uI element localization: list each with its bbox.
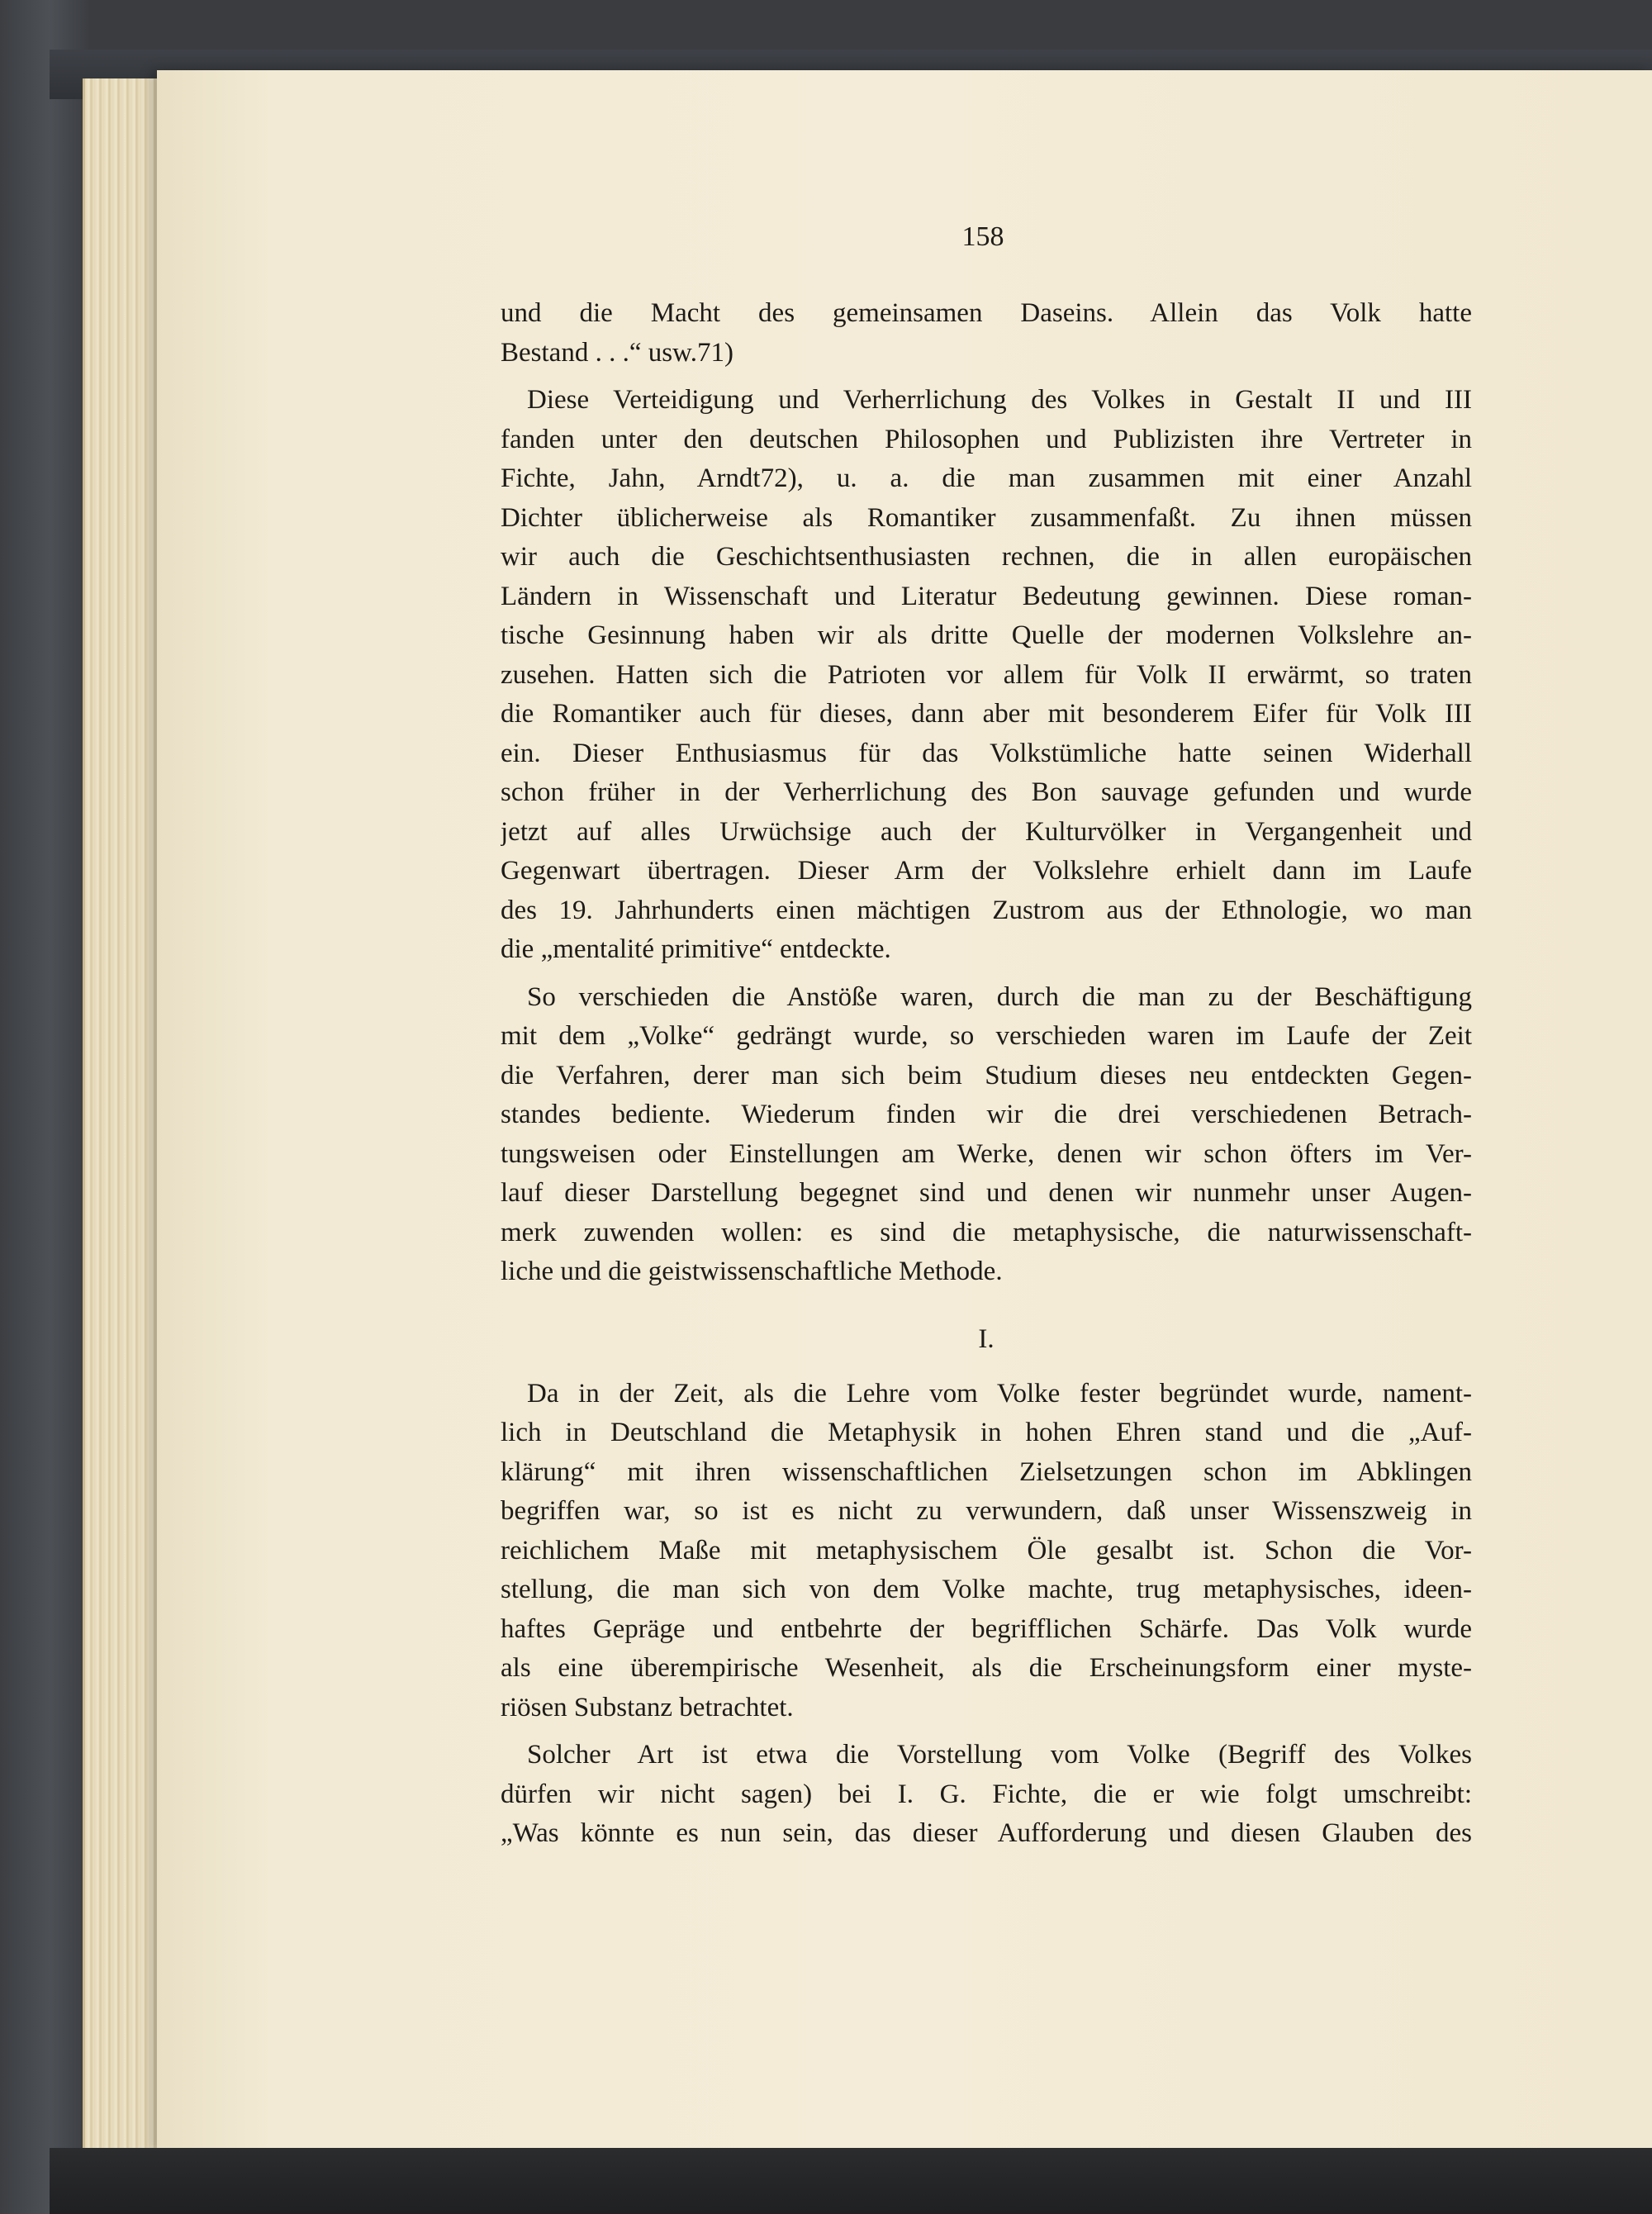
text-line: dürfen wir nicht sagen) bei I. G. Fichte, die er wie folgt umschreibt: xyxy=(501,1779,1472,1809)
page-number: 158 xyxy=(961,221,1004,252)
text-line: merk zuwenden wollen: es sind die metaphysische, die naturwissenschaft- xyxy=(501,1217,1472,1247)
text-line: Dichter üblicherweise als Romantiker zusammenfaßt. Zu ihnen müssen xyxy=(501,502,1472,533)
text-line: als eine überempirische Wesenheit, als die Erscheinungsform einer myste- xyxy=(501,1653,1472,1683)
text-line: standes bediente. Wiederum finden wir die drei verschiedenen Betrach- xyxy=(501,1100,1472,1129)
text-line: riösen Substanz betrachtet. xyxy=(501,1692,794,1722)
text-line: Solcher Art ist etwa die Vorstellung vom Volke (Begriff des Volkes xyxy=(527,1740,1472,1770)
text-line: ein. Dieser Enthusiasmus für das Volkstümliche hatte seinen Widerhall xyxy=(501,738,1472,768)
text-line: fanden unter den deutschen Philosophen und Publizisten ihre Vertreter in xyxy=(501,424,1472,454)
paragraph-3 xyxy=(501,978,1472,1292)
text-line: liche und die geistwissenschaftliche Methode. xyxy=(501,1257,1003,1286)
text-line: klärung“ mit ihren wissenschaftlichen Zielsetzungen schon im Abklingen xyxy=(501,1456,1472,1487)
text-line: Ländern in Wissenschaft und Literatur Bedeutung gewinnen. Diese roman- xyxy=(501,581,1472,611)
text-line: Bestand . . .“ usw.71) xyxy=(501,337,733,368)
text-line: begriffen war, so ist es nicht zu verwundern, daß unser Wissenszweig in xyxy=(501,1496,1472,1526)
text-line: lauf dieser Darstellung begegnet sind und denen wir nunmehr unser Augen- xyxy=(501,1178,1472,1208)
section-heading: I. xyxy=(978,1323,995,1354)
text-line: wir auch die Geschichtsenthusiasten rechnen, die in allen europäischen xyxy=(501,542,1472,572)
text-line: die Romantiker auch für dieses, dann aber mit besonderem Eifer für Volk III xyxy=(501,699,1472,729)
page-text xyxy=(501,294,1472,1854)
text-line: schon früher in der Verherrlichung des Bon sauvage gefunden und wurde xyxy=(501,777,1472,807)
text-line: Da in der Zeit, als die Lehre vom Volke fester begründet wurde, nament- xyxy=(527,1378,1472,1409)
paragraph-5 xyxy=(501,1736,1472,1854)
bottom-shadow xyxy=(50,2148,1652,2214)
text-line: reichlichem Maße mit metaphysischem Öle gesalbt ist. Schon die Vor- xyxy=(501,1535,1472,1565)
text-line: des 19. Jahrhunderts einen mächtigen Zustrom aus der Ethnologie, wo man xyxy=(501,895,1472,925)
text-line: Diese Verteidigung und Verherrlichung des Volkes in Gestalt II und III xyxy=(527,385,1472,415)
text-line: tungsweisen oder Einstellungen am Werke, denen wir schon öfters im Ver- xyxy=(501,1138,1472,1169)
text-line: „Was könnte es nun sein, das dieser Aufforderung und diesen Glauben des xyxy=(501,1818,1472,1848)
paragraph-2 xyxy=(501,381,1472,970)
text-line: lich in Deutschland die Metaphysik in hohen Ehren stand und die „Auf- xyxy=(501,1418,1472,1447)
paragraph-1 xyxy=(501,294,1472,373)
text-line: zusehen. Hatten sich die Patrioten vor allem für Volk II erwärmt, so traten xyxy=(501,659,1472,690)
text-line: Gegenwart übertragen. Dieser Arm der Volkslehre erhielt dann im Laufe xyxy=(501,856,1472,886)
text-line: haftes Gepräge und entbehrte der begrifflichen Schärfe. Das Volk wurde xyxy=(501,1613,1472,1644)
text-line: tische Gesinnung haben wir als dritte Quelle der modernen Volkslehre an- xyxy=(501,620,1472,650)
text-line: die „mentalité primitive“ entdeckte. xyxy=(501,934,891,964)
text-line: und die Macht des gemeinsamen Daseins. Allein das Volk hatte xyxy=(501,298,1472,328)
paragraph-4 xyxy=(501,1375,1472,1728)
text-line: die Verfahren, derer man sich beim Studium dieses neu entdeckten Gegen- xyxy=(501,1060,1472,1090)
text-line: stellung, die man sich von dem Volke machte, trug metaphysisches, ideen- xyxy=(501,1575,1472,1604)
text-line: So verschieden die Anstöße waren, durch die man zu der Beschäftigung xyxy=(527,981,1472,1012)
text-line: mit dem „Volke“ gedrängt wurde, so verschieden waren im Laufe der Zeit xyxy=(501,1021,1472,1051)
text-line: jetzt auf alles Urwüchsige auch der Kulturvölker in Vergangenheit und xyxy=(501,816,1472,847)
text-line: Fichte, Jahn, Arndt72), u. a. die man zusammen mit einer Anzahl xyxy=(501,463,1472,493)
